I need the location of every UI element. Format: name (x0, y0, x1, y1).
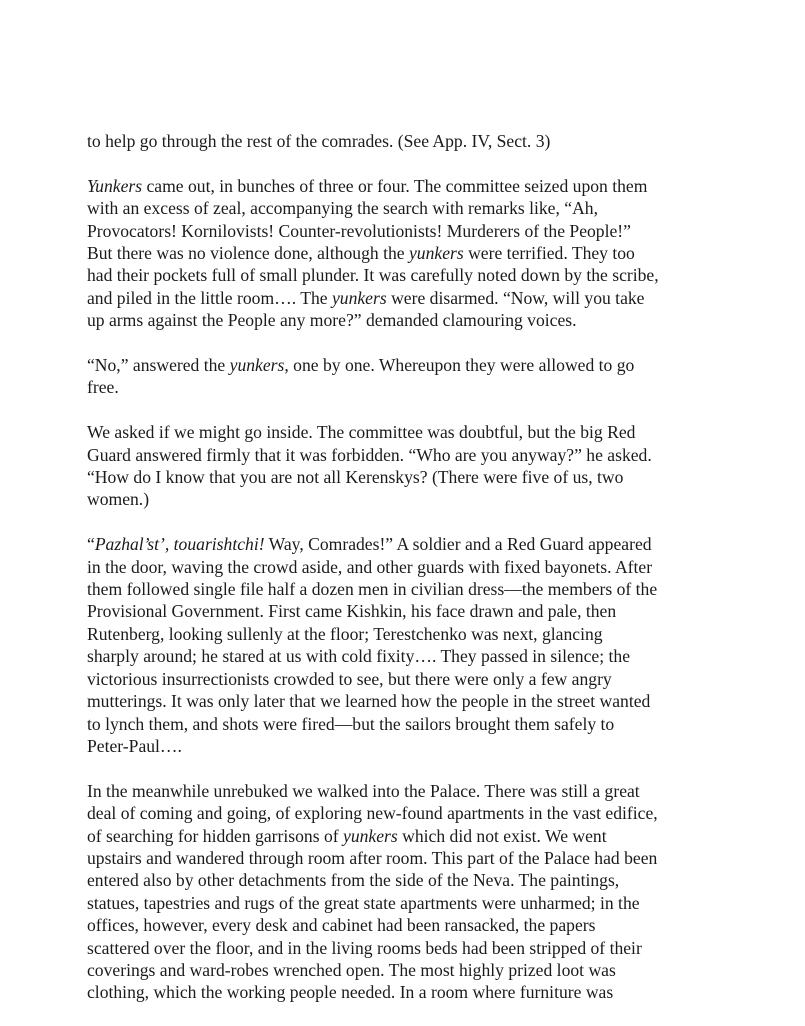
text-run: free. (87, 377, 119, 398)
text-line (87, 914, 727, 936)
text-line (87, 578, 727, 600)
paragraph (87, 421, 727, 511)
text-run: up arms against the People any more?” demanded clamouring voices. (87, 310, 577, 331)
text-run: offices, however, every desk and cabinet had been ransacked, the papers (87, 915, 596, 936)
italic-text: Yunkers (87, 175, 143, 196)
text-line (87, 937, 727, 959)
text-line (87, 959, 727, 981)
text-line (87, 847, 727, 869)
italic-text: yunkers (229, 355, 285, 376)
text-run: “How do I know that you are not all Kerenskys? (There were five of us, two (87, 467, 624, 488)
text-run: them followed single file half a dozen men in civilian dress—the members of the (87, 579, 658, 600)
text-run: with an excess of zeal, accompanying the search with remarks like, “Ah, (87, 198, 599, 219)
text-line (87, 690, 727, 712)
text-run: deal of coming and going, of exploring new-found apartments in the vast edifice, (87, 803, 658, 824)
text-line (87, 197, 727, 219)
text-run: to help go through the rest of the comrades. (See App. IV, Sect. 3) (87, 131, 551, 151)
text-line (87, 600, 727, 622)
text-line (87, 825, 727, 847)
italic-text: yunkers (408, 243, 464, 264)
text-line (87, 242, 727, 264)
paragraph (87, 175, 727, 332)
text-run: were terrified. They too (463, 243, 635, 264)
text-run: came out, in bunches of three or four. The committee seized upon them (142, 175, 648, 196)
text-run: We asked if we might go inside. The committee was doubtful, but the big Red (87, 422, 636, 443)
text-line (87, 287, 727, 309)
text-line (87, 869, 727, 891)
text-run: to lynch them, and shots were fired—but the sailors brought them safely to (87, 713, 615, 734)
italic-text: yunkers (343, 825, 398, 846)
text-line (87, 668, 727, 690)
text-run: Guard answered firmly that it was forbidden. “Who are you anyway?” he asked. (87, 444, 652, 465)
italic-text: Pazhal’st’, touarishtchi! (94, 534, 265, 555)
text-run: which did not exist. We went (397, 825, 607, 846)
text-run: Peter-Paul…. (87, 735, 182, 756)
text-line (87, 488, 727, 510)
text-run: women.) (87, 489, 150, 510)
text-run: of searching for hidden garrisons of (87, 825, 344, 846)
text-run: Provocators! Kornilovists! Counter-revolutionists! Murderers of the People!” (87, 220, 631, 241)
text-run: clothing, which the working people needed. In a room where furniture was (87, 982, 614, 1003)
text-line (87, 309, 727, 331)
text-run: “ (87, 534, 95, 555)
italic-text: yunkers (331, 287, 387, 308)
text-line (87, 354, 727, 376)
text-line (87, 780, 727, 802)
text-run: Provisional Government. First came Kishkin, his face drawn and pale, then (87, 601, 617, 622)
text-line (87, 645, 727, 667)
paragraph (87, 354, 727, 399)
text-line (87, 444, 727, 466)
text-run: sharply around; he stared at us with cold fixity…. They passed in silence; the (87, 646, 631, 667)
text-line (87, 735, 727, 757)
text-run: coverings and ward-robes wrenched open. The most highly prized loot was (87, 959, 616, 980)
text-line (87, 264, 727, 286)
text-run: , one by one. Whereupon they were allowed to go (284, 355, 635, 376)
paragraph (87, 780, 727, 1004)
text-run: “No,” answered the (87, 355, 230, 376)
text-line (87, 623, 727, 645)
text-line (87, 376, 727, 398)
text-line (87, 466, 727, 488)
text-run: in the door, waving the crowd aside, and other guards with fixed bayonets. After (87, 556, 653, 577)
text-line (87, 533, 727, 555)
text-line (87, 130, 727, 152)
text-line (87, 556, 727, 578)
text-run: and piled in the little room…. The (87, 287, 332, 308)
text-run: entered also by other detachments from the side of the Neva. The paintings, (87, 870, 620, 891)
text-line (87, 421, 727, 443)
text-run: statues, tapestries and rugs of the great state apartments were unharmed; in the (87, 892, 640, 913)
text-run: Rutenberg, looking sullenly at the floor; Terestchenko was next, glancing (87, 623, 603, 644)
text-line (87, 713, 727, 735)
text-run: But there was no violence done, although the (87, 243, 409, 264)
text-run: In the meanwhile unrebuked we walked into the Palace. There was still a great (87, 780, 640, 801)
text-run: were disarmed. “Now, will you take (386, 287, 645, 308)
text-run: victorious insurrectionists crowded to see, but there were only a few angry (87, 668, 612, 689)
body-text (87, 130, 727, 1026)
paragraph (87, 533, 727, 757)
text-line (87, 175, 727, 197)
text-line (87, 220, 727, 242)
text-run: scattered over the floor, and in the living rooms beds had been stripped of their (87, 937, 642, 958)
text-line (87, 892, 727, 914)
text-run: mutterings. It was only later that we learned how the people in the street wanted (87, 691, 651, 712)
text-run: had their pockets full of small plunder. It was carefully noted down by the scribe, (87, 265, 659, 286)
text-run: upstairs and wandered through room after room. This part of the Palace had been (87, 847, 658, 868)
text-line (87, 981, 727, 1003)
paragraph (87, 130, 727, 152)
text-run: Way, Comrades!” A soldier and a Red Guard appeared (264, 534, 652, 555)
text-line (87, 802, 727, 824)
